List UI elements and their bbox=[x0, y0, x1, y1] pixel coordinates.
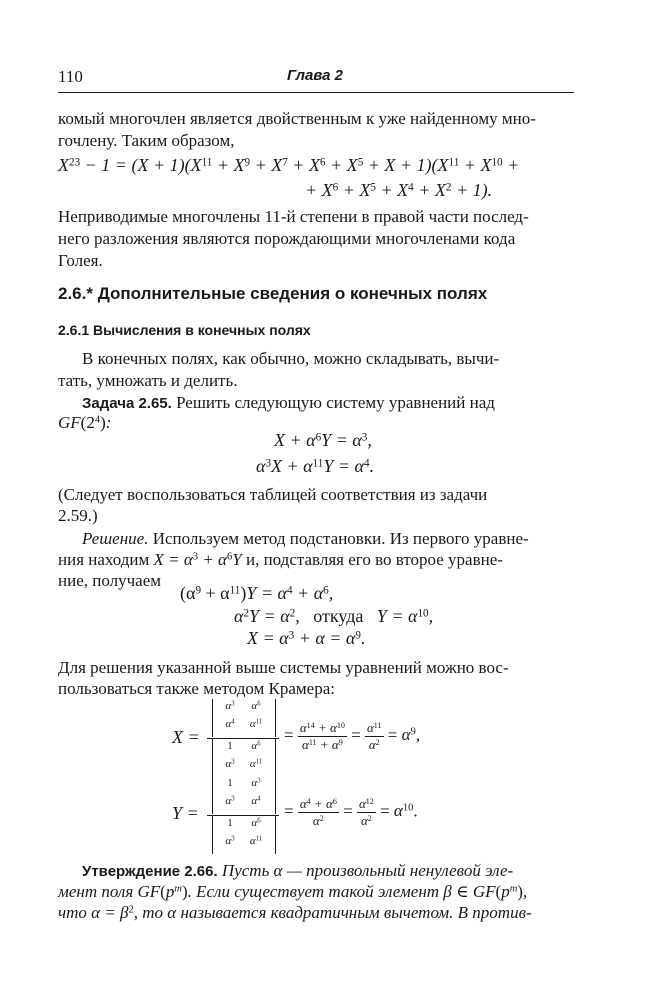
text-line: В конечных полях, как обычно, можно складывать, вычи- bbox=[82, 349, 500, 368]
determinant-y-denominator: 1 $\alpha^6$ $\alpha^3$ $\alpha^{11}$ bbox=[212, 816, 276, 854]
running-header: Глава 2 bbox=[287, 67, 344, 84]
text-line: тать, умножать и делить. bbox=[58, 371, 238, 390]
text-line: Голея. bbox=[58, 251, 103, 270]
section-title: 2.6.* Дополнительные сведения о конечных полях bbox=[58, 284, 488, 303]
equation-factorization-line2: + $X^6 + X^5 + X^4 + X^2 + 1$). bbox=[305, 180, 493, 200]
statement-line: Утверждение 2.66. Пусть α — произвольный ненулевой эле- bbox=[82, 861, 514, 880]
problem-line bbox=[82, 394, 495, 411]
header-rule bbox=[58, 92, 574, 93]
text-line: Неприводимые многочлены 11-й степени в правой части послед- bbox=[58, 207, 529, 226]
cramer-y-lhs: Y = bbox=[172, 803, 199, 823]
problem-label: Задача 2.65. bbox=[82, 395, 172, 412]
equation-system-2: $\alpha^3X + \alpha^{11}Y = \alpha^4$. bbox=[256, 456, 375, 476]
text-line: Для решения указанной выше системы уравнений можно вос- bbox=[58, 658, 509, 677]
text-line: пользоваться также методом Крамера: bbox=[58, 679, 335, 698]
text-line: него разложения являются порождающими многочленами кода bbox=[58, 229, 516, 248]
determinant-y-numerator: 1 $\alpha^3$ $\alpha^3$ $\alpha^4$ bbox=[212, 776, 276, 814]
statement-label: Утверждение 2.66. bbox=[82, 863, 218, 880]
determinant-x-numerator: $\alpha^3$ $\alpha^6$ $\alpha^4$ $\alpha^{11}$ bbox=[212, 699, 276, 737]
determinant-x-denominator: 1 $\alpha^6$ $\alpha^3$ $\alpha^{11}$ bbox=[212, 739, 276, 777]
equation-substitution-1: $(\alpha^9 + \alpha^{11})Y = \alpha^4 + \alpha^6$, bbox=[180, 583, 334, 603]
statement-line: мент поля $GF(p^m)$. Если существует такой элемент β ∈ $GF(p^m)$, bbox=[58, 882, 528, 901]
cramer-x-rhs: = $\frac{\alpha^{14} + \alpha^{10}}{\alpha^{11} + \alpha^9}$ = $\frac{\alpha^{11}}{\alpha^2}$ = $\alpha^9$, bbox=[284, 720, 421, 752]
text-line: комый многочлен является двойственным к уже найденному мно- bbox=[58, 109, 536, 128]
text-line: (Следует воспользоваться таблицей соответствия из задачи bbox=[58, 485, 488, 504]
equation-factorization-line1: $X^{23} - 1 = (X + 1)(X^{11} + X^9 + X^7 + X^6 + X^5 + X + 1)(X^{11} + X^{10}$ + bbox=[58, 155, 520, 175]
text-line: ние, получаем bbox=[58, 571, 161, 590]
solution-line: ния находим $X = \alpha^3 + \alpha^6Y$ и, подставляя его во второе уравне- bbox=[58, 550, 503, 569]
text-line: 2.59.) bbox=[58, 506, 98, 525]
problem-text: Решить следующую систему уравнений над bbox=[176, 393, 495, 412]
cramer-y-rhs: = $\frac{\alpha^4 + \alpha^6}{\alpha^2}$ = $\frac{\alpha^{12}}{\alpha^2}$ = $\alpha^{10}$. bbox=[284, 796, 418, 828]
solution-label: Решение. bbox=[82, 529, 149, 548]
page-number: 110 bbox=[58, 67, 83, 86]
text-line: гочлену. Таким образом, bbox=[58, 131, 235, 150]
statement-line: что $\alpha = \beta^2$, то α называется квадратичным вычетом. В против- bbox=[58, 903, 532, 922]
equation-substitution-3: $X = \alpha^3 + \alpha = \alpha^9$. bbox=[247, 628, 366, 648]
solution-line: Решение. Используем метод подстановки. Из первого уравне- bbox=[82, 529, 529, 548]
problem-field: $GF(2^4)$: bbox=[58, 413, 112, 432]
equation-system-1: $X + \alpha^6Y = \alpha^3$, bbox=[274, 430, 372, 450]
equation-substitution-2: $\alpha^2Y = \alpha^2$, откуда $Y = \alpha^{10}$, bbox=[234, 606, 434, 626]
cramer-x-lhs: X = bbox=[172, 727, 200, 747]
subsection-title: 2.6.1 Вычисления в конечных полях bbox=[58, 322, 311, 338]
